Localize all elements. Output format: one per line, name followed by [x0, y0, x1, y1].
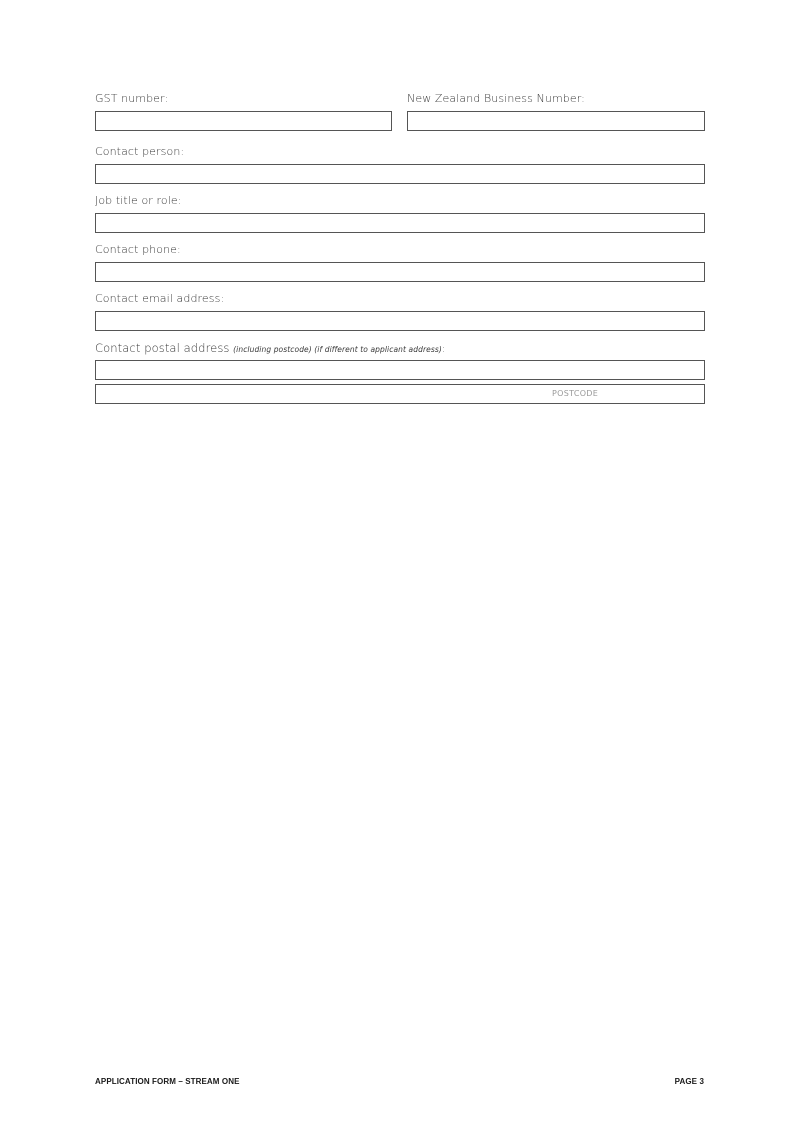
postal-address-line1-field[interactable] — [95, 360, 705, 380]
postal-address-label-text: Contact postal address — [95, 341, 230, 355]
postal-address-line2-field[interactable] — [95, 384, 705, 404]
contact-email-label: Contact email address: — [95, 292, 225, 305]
contact-person-input[interactable] — [96, 169, 704, 187]
contact-phone-label: Contact phone: — [95, 243, 181, 256]
contact-email-input[interactable] — [96, 316, 704, 334]
gst-number-field[interactable] — [95, 111, 392, 131]
contact-phone-input[interactable] — [96, 267, 704, 285]
postal-address-line1-input[interactable] — [96, 365, 704, 383]
contact-email-field[interactable] — [95, 311, 705, 331]
page-number: PAGE 3 — [674, 1077, 704, 1086]
postal-address-label — [95, 341, 446, 355]
job-title-label: Job title or role: — [95, 194, 182, 207]
footer-title: APPLICATION FORM – STREAM ONE — [95, 1077, 240, 1086]
contact-person-field[interactable] — [95, 164, 705, 184]
job-title-field[interactable] — [95, 213, 705, 233]
nzbn-field[interactable] — [407, 111, 705, 131]
postal-address-suffix: : — [441, 342, 446, 355]
job-title-input[interactable] — [96, 218, 704, 236]
postal-address-note: (including postcode) (if different to applicant address) — [233, 345, 442, 354]
nzbn-input[interactable] — [408, 116, 704, 134]
postcode-label: POSTCODE — [552, 389, 599, 398]
postal-address-line2-input[interactable] — [96, 389, 704, 407]
gst-number-label: GST number: — [95, 92, 169, 105]
contact-person-label: Contact person: — [95, 145, 185, 158]
contact-phone-field[interactable] — [95, 262, 705, 282]
gst-number-input[interactable] — [96, 116, 391, 134]
nzbn-label: New Zealand Business Number: — [407, 92, 585, 105]
